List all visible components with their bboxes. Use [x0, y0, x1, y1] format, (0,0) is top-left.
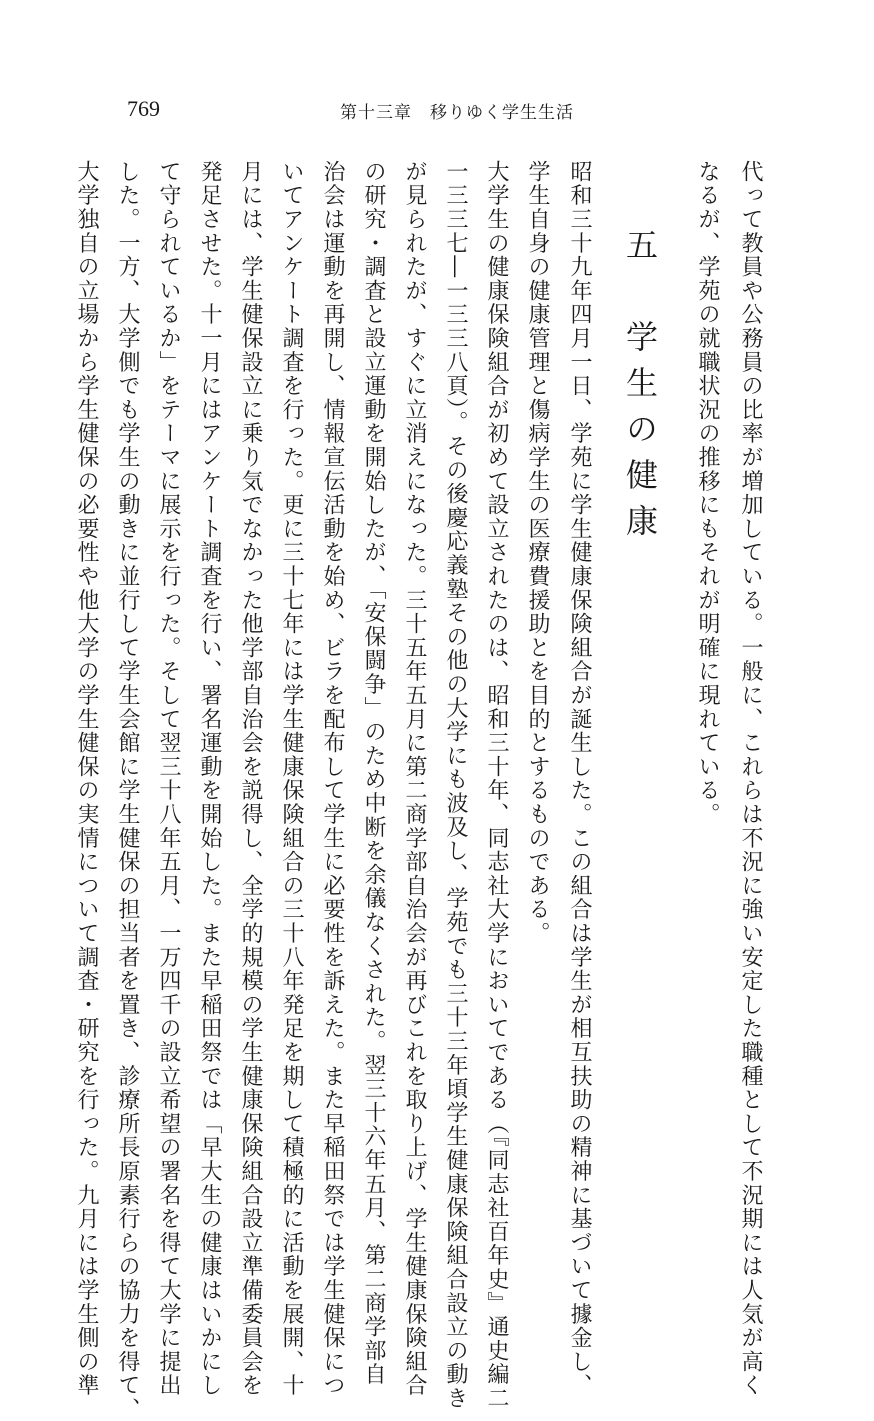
- page-number: 769: [127, 96, 160, 121]
- text-line: 大学生の健康保険組合が初めて設立されたのは、昭和三十年、同志社大学においてである（『同志社百年史』通史編二: [484, 160, 509, 1411]
- text-line: 代って教員や公務員の比率が増加している。一般に、これらは不況に強い安定した職種として不況期には人気が高く: [738, 160, 763, 1398]
- running-head: 第十三章 移りゆく学生生活: [340, 103, 574, 123]
- text-line: いてアンケート調査を行った。更に三十七年には学生健康保険組合の三十八年発足を期して積極的に活動を展開、十: [279, 160, 304, 1398]
- text-line: が見られたが、すぐに立消えになった。三十五年五月に第二商学部自治会が再びこれを取り上げ、学生健康保険組合: [402, 160, 427, 1398]
- text-line: 昭和三十九年四月一日、学苑に学生健康保険組合が誕生した。この組合は学生が相互扶助の精神に基づいて據金し、: [567, 160, 592, 1398]
- text-line: 治会は運動を再開し、情報宣伝活動を始め、ビラを配布して学生に必要性を訴えた。また早稲田祭では学生健保につ: [320, 160, 345, 1398]
- text-line: なるが、学苑の就職状況の推移にもそれが明確に現れている。: [695, 160, 720, 827]
- text-line: の研究・調査と設立運動を開始したが、「安保闘争」のため中断を余儀なくされた。翌三十六年五月、第二商学部自: [361, 160, 386, 1387]
- text-line: 月には、学生健保設立に乗り気でなかった他学部自治会を説得し、全学的規模の学生健康保険組合設立準備委員会を: [238, 160, 263, 1398]
- section-heading: 五 学生の健康: [621, 228, 659, 550]
- text-line: 一三三七―一三三八頁）。その後慶応義塾その他の大学にも波及し、学苑でも三十三年頃学生健康保険組合設立の動き: [443, 160, 468, 1411]
- text-line: 大学独自の立場から学生健保の必要性や他大学の学生健保の実情について調査・研究を行った。九月には学生側の準: [74, 160, 99, 1398]
- text-line: て守られているか」をテーマに展示を行った。そして翌三十八年五月、一万四千の設立希望の署名を得て大学に提出: [156, 160, 181, 1398]
- text-line: 発足させた。十一月にはアンケート調査を行い、署名運動を開始した。また早稲田祭では「早大生の健康はいかにし: [197, 160, 222, 1398]
- text-line: 学生自身の健康管理と傷病学生の医療費援助とを目的とするものである。: [525, 160, 550, 946]
- text-line: した。一方、大学側でも学生の動きに並行して学生会館に学生健保の担当者を置き、診療所長原素行らの協力を得て、: [115, 160, 140, 1421]
